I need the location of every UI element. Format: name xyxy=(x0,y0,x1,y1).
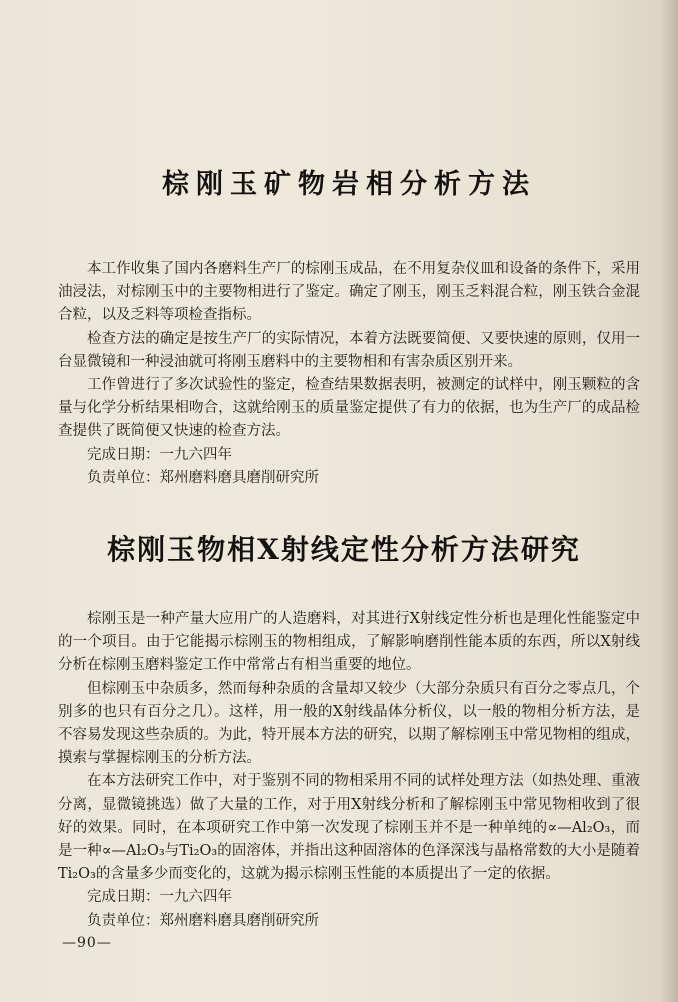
article-2-paragraph: 棕刚玉是一种产量大应用广的人造磨料，对其进行X射线定性分析也是理化性能鉴定中的一个项目。由于它能揭示棕刚玉的物相组成，了解影响磨削性能本质的东西，所以X射线分析在棕刚玉磨料鉴定工作中常常占有相当重要的地位。 xyxy=(58,611,640,674)
article-2-title: 棕刚玉物相X射线定性分析方法研究 xyxy=(107,533,581,566)
article-1-title: 棕刚玉矿物岩相分析方法 xyxy=(162,169,536,200)
article-1-paragraph: 工作曾进行了多次试验性的鉴定，检查结果数据表明，被测定的试样中，刚玉颗粒的含量与化学分析结果相吻合，这就给刚玉的质量鉴定提供了有力的依据，也为生产厂的成品检查提供了既简便又快速的检查方法。 xyxy=(58,377,640,440)
article-1-body xyxy=(58,258,640,490)
page-number: —90— xyxy=(62,935,112,951)
article-1-completion-date: 完成日期：一九六四年 xyxy=(87,446,232,463)
article-2-title-block xyxy=(0,532,678,568)
article-2-body xyxy=(58,608,640,933)
article-1-title-block xyxy=(0,168,678,202)
article-2-paragraph: 在本方法研究工作中，对于鉴别不同的物相采用不同的试样处理方法（如热处理、重液分离，显微镜挑选）做了大量的工作，对于用X射线分析和了解棕刚玉中常见物相收到了很好的效果。同时，在本项研究工作中第一次发现了棕刚玉并不是一种单纯的∝—Al₂O₃，而是一种∝—Al₂O₃与Ti₂O₃的固溶体，并指出这种固溶体的色泽深浅与晶格常数的大小是随着Ti₂O₃的含量多少而变化的，这就为揭示棕刚玉性能的本质提出了一定的依据。 xyxy=(58,773,640,883)
article-2-paragraph: 但棕刚玉中杂质多，然而每种杂质的含量却又较少（大部分杂质只有百分之零点几，个别多的也只有百分之几）。这样，用一般的X射线晶体分析仪，以一般的物相分析方法，是不容易发现这些杂质的。为此，特开展本方法的研究，以期了解棕刚玉中常见物相的组成，摸索与掌握棕刚玉的分析方法。 xyxy=(58,680,640,767)
article-2-responsible-unit: 负责单位：郑州磨料磨具磨削研究所 xyxy=(87,912,319,929)
article-1-paragraph: 检查方法的确定是按生产厂的实际情况，本着方法既要简便、又要快速的原则，仅用一台显微镜和一种浸油就可将刚玉磨料中的主要物相和有害杂质区别开来。 xyxy=(58,330,640,370)
article-2-completion-date: 完成日期：一九六四年 xyxy=(87,889,232,906)
page-edge-shadow xyxy=(660,0,678,1002)
article-1-paragraph: 本工作收集了国内各磨料生产厂的棕刚玉成品，在不用复杂仪皿和设备的条件下，采用油浸法，对棕刚玉中的主要物相进行了鉴定。确定了刚玉，刚玉乏料混合粒，刚玉铁合金混合粒，以及乏料等项检查指标。 xyxy=(58,261,640,324)
article-1-responsible-unit: 负责单位：郑州磨料磨具磨削研究所 xyxy=(87,469,319,486)
